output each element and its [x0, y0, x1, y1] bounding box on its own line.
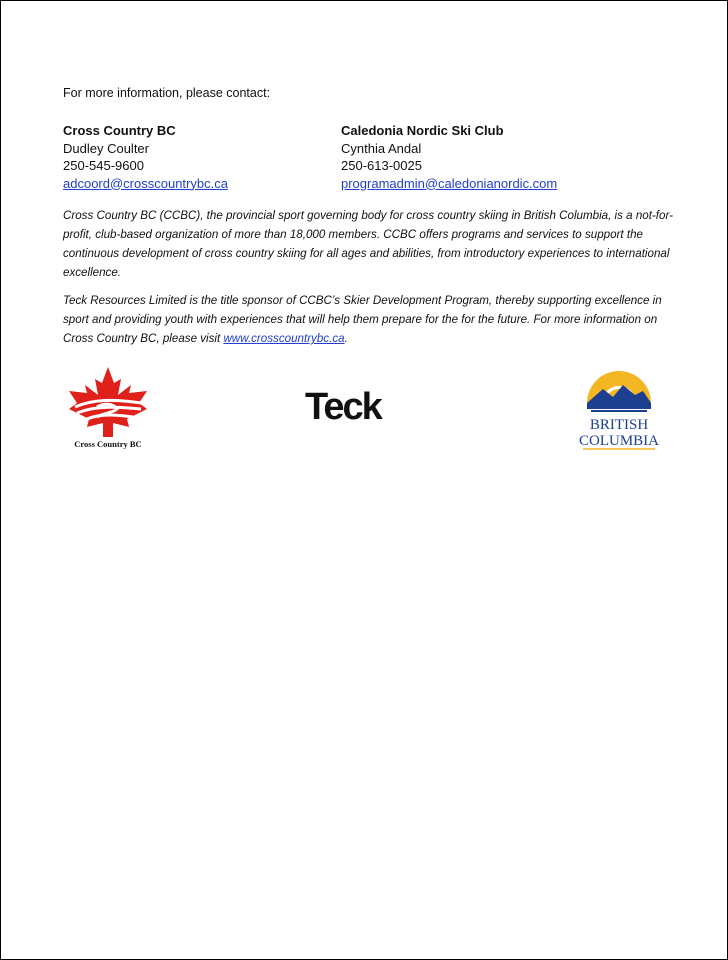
contact-caledonia-nordic — [341, 122, 557, 192]
cross-country-bc-logo — [63, 363, 153, 453]
ccbc-logo-caption: Cross Country BC — [74, 439, 142, 449]
british-columbia-logo — [573, 369, 665, 451]
contact-org: Cross Country BC — [63, 123, 176, 138]
contact-phone: 250-613-0025 — [341, 158, 422, 173]
teck-sponsor-end: . — [344, 332, 348, 345]
bc-sun-mountains-icon — [573, 369, 665, 451]
bc-logo-line1: BRITISH — [589, 417, 649, 433]
ccbc-description: Cross Country BC (CCBC), the provincial sport governing body for cross country skiing in British Columbia, is a not-for-profit, club-based organization of more than 18,000 members. CCBC offers programs and services to support the continuous development of cross country skiing for all ages and abilities, from introductory experiences to international excellence. — [63, 209, 673, 279]
teck-sponsor-paragraph — [63, 291, 673, 348]
maple-leaf-icon — [63, 363, 153, 453]
contact-cross-country-bc — [63, 122, 228, 192]
bc-logo-line2: COLUMBIA — [578, 433, 660, 449]
teck-wordmark: Teck — [305, 386, 381, 428]
website-link[interactable]: www.crosscountrybc.ca — [223, 332, 345, 345]
contact-email-link[interactable]: adcoord@crosscountrybc.ca — [63, 175, 228, 191]
contact-email-link[interactable]: programadmin@caledonianordic.com — [341, 175, 558, 191]
contact-intro: For more information, please contact: — [63, 86, 271, 100]
teck-logo — [305, 387, 395, 427]
contact-name: Cynthia Andal — [341, 140, 422, 156]
contact-phone: 250-545-9600 — [63, 158, 144, 173]
teck-sponsor-text: Teck Resources Limited is the title sponsor of CCBC’s Skier Development Program, thereby supporting excellence in sport and providing youth with experiences that will help them prepare for the for the future. For more information on Cross Country BC, please visit — [63, 294, 662, 345]
contact-name: Dudley Coulter — [63, 140, 149, 156]
contact-org: Caledonia Nordic Ski Club — [341, 123, 504, 138]
